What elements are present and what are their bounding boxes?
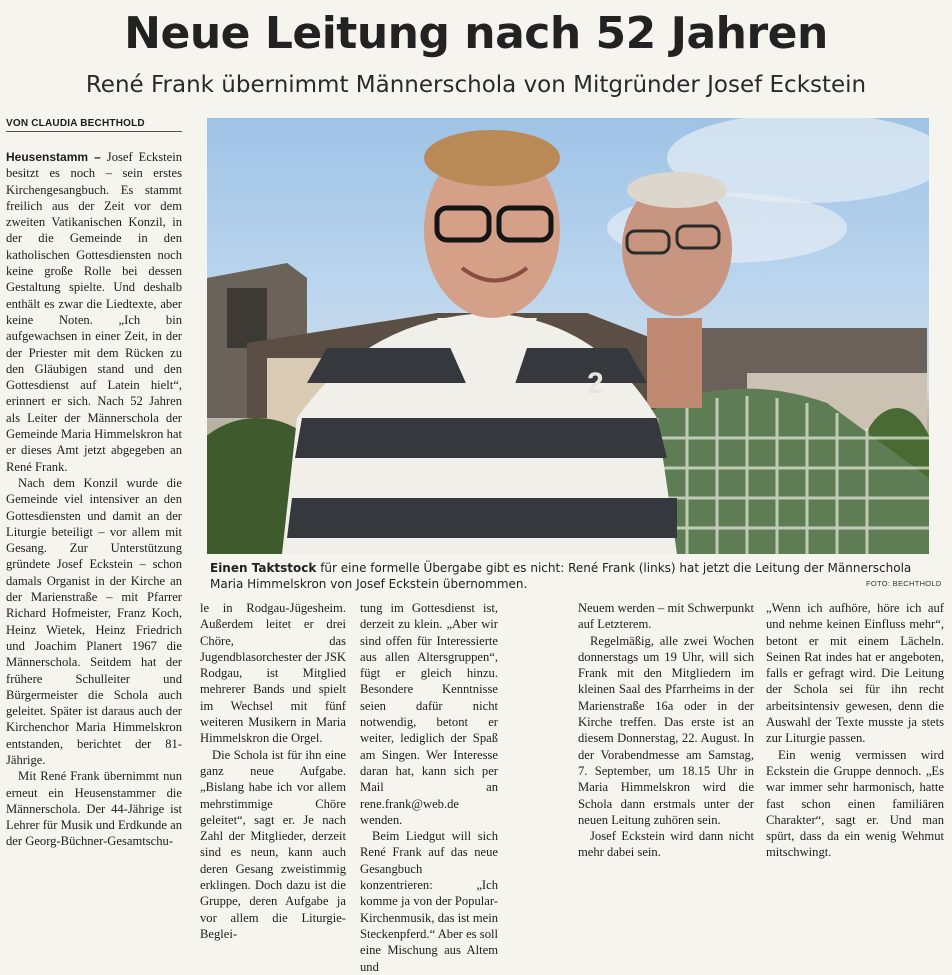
caption-text: für eine formelle Übergabe gibt es nicht: René Frank (links) hat jetzt die Leitung der Männerschola Maria Himmelskron von Josef Eckstein übernommen. <box>210 561 912 591</box>
paragraph: le in Rodgau-Jügesheim. Außerdem leitet er drei Chöre, das Jugendblasorchester der JSK Rodgau, ist Mitglied mehrerer Bands und spielt im Wechsel mit fünf weiteren Musikern in Maria Himmelskron die Orgel. <box>200 601 346 746</box>
photo-caption <box>210 560 930 592</box>
lead-place: Heusenstamm – <box>6 150 101 164</box>
subheadline: René Frank übernimmt Männerschola von Mitgründer Josef Eckstein <box>85 72 867 98</box>
photo-illustration <box>207 118 929 554</box>
paragraph: Beim Liedgut will sich René Frank auf das neue Gesangbuch konzentrieren: „Ich komme ja von der Popular-Kirchenmusik, das ist mein Steckenpferd.“ Aber es soll eine Mischung aus Altem und <box>360 829 498 974</box>
paragraph: Neuem werden – mit Schwerpunkt auf Letzterem. <box>578 601 754 632</box>
paragraph: Nach dem Konzil wurde die Gemeinde viel intensiver an den Gottesdiensten und damit an der Liturgie beteiligt – vor allem mit Gesang. Zur Unterstützung gründete Josef Eckstein – schon damals Organist in der Kirche an der Marienstraße – mit Pfarrer Richard Hofmeister, Franz Koch, Heinz Wietek, Heinz Friedrich und Joachim Planert 1967 die Männerschola. Seitdem hat der frühere Schulleiter und Bürgermeister die Schola auch geleitet. Später ist daraus auch der Kirchenchor Maria Himmelskron entstanden, berichtet der 81-Jährige. <box>6 475 182 767</box>
text-column-1 <box>6 149 182 850</box>
headline: Neue Leitung nach 52 Jahren <box>124 8 828 59</box>
paragraph: „Wenn ich aufhöre, höre ich auf und nehme keinen Einfluss mehr“, betont er mit einem Lächeln. Seinen Rat indes hat er angeboten, falls er gefragt wird. Die Leitung der Schola sei für ihn recht arbeitsintensiv gewesen, denn die Auswahl der Texte musste ja stets zur Liturgie passen. <box>766 601 944 746</box>
caption-lead: Einen Taktstock <box>210 561 317 575</box>
paragraph: tung im Gottesdienst ist, derzeit zu klein. „Aber wir sind offen für Interessierte aus allen Altersgruppen“, fügt er gleich hinzu. Besondere Kenntnisse seien dafür nicht notwendig, betont er weiter, lediglich der Spaß am Singen. Wer Interesse daran hat, kann sich per Mail an rene.frank@web.de wenden. <box>360 601 498 827</box>
paragraph: Ein wenig vermissen wird Eckstein die Gruppe dennoch. „Es war immer sehr harmonisch, hatte fast schon einen familiären Charakter“, sagt er. Und man spürt, dass da ein wenig Wehmut mitschwingt. <box>766 747 944 860</box>
paragraph: Regelmäßig, alle zwei Wochen donnerstags um 19 Uhr, will sich Frank mit den Mitgliedern im kleinen Saal des Pfarrheims in der Marienstraße 16a oder in der Kirche treffen. Das erste ist an diesem Donnerstag, 22. August. In der Vorabendmesse am Samstag, 7. September, um 18.15 Uhr in Maria Himmelskron wird die Schola dann erstmals unter der neuen Leitung zuhören sein. <box>578 633 754 827</box>
paragraph: Die Schola ist für ihn eine ganz neue Aufgabe. „Bislang habe ich vor allem mehrstimmige Chöre geleitet“, sagt er. Je nach Zahl der Mitglieder, derzeit sind es neun, kann auch deren Gesang zweistimmig erklingen. Doch dazu ist die Gruppe, deren Aufgabe ja vor allem die Liturgie-Beglei- <box>200 747 346 941</box>
paragraph: Josef Eckstein wird dann nicht mehr dabei sein. <box>578 829 754 860</box>
article-photo <box>207 118 929 554</box>
paragraph: Heusenstamm – Josef Eckstein besitzt es noch – sein erstes Kirchengesangbuch. Es stammt freilich aus der Zeit vor dem zweiten Vatikanischen Konzil, in der die Gemeinde in den katholischen Gottesdiensten noch keine große Rolle bei dessen Gestaltung spielte. Und deshalb enthält es zwar die Liedtexte, aber keine Noten. „Ich bin aufgewachsen in einer Zeit, in der der Priester mit dem Rücken zu den Gläubigen stand und den Gottesdienst auf Latein hielt“, erinnert er sich. Nach 52 Jahren als Leiter der Männerschola der Gemeinde Maria Himmelskron hat er dieses Amt jetzt abgegeben an René Frank. <box>6 150 182 474</box>
text-column-2 <box>200 600 346 942</box>
paragraph: Mit René Frank übernimmt nun erneut ein Heusenstammer die Männerschola. Der 44-Jährige ist Lehrer für Musik und Erdkunde an der Georg-Büchner-Gesamtschu- <box>6 769 182 849</box>
shirt-print: 2 <box>587 367 604 400</box>
text-column-4 <box>578 600 754 861</box>
byline: VON CLAUDIA BECHTHOLD <box>6 118 182 132</box>
text-column-3 <box>360 600 498 975</box>
text-column-5 <box>766 600 944 861</box>
photo-credit: FOTO: BECHTHOLD <box>866 579 942 588</box>
